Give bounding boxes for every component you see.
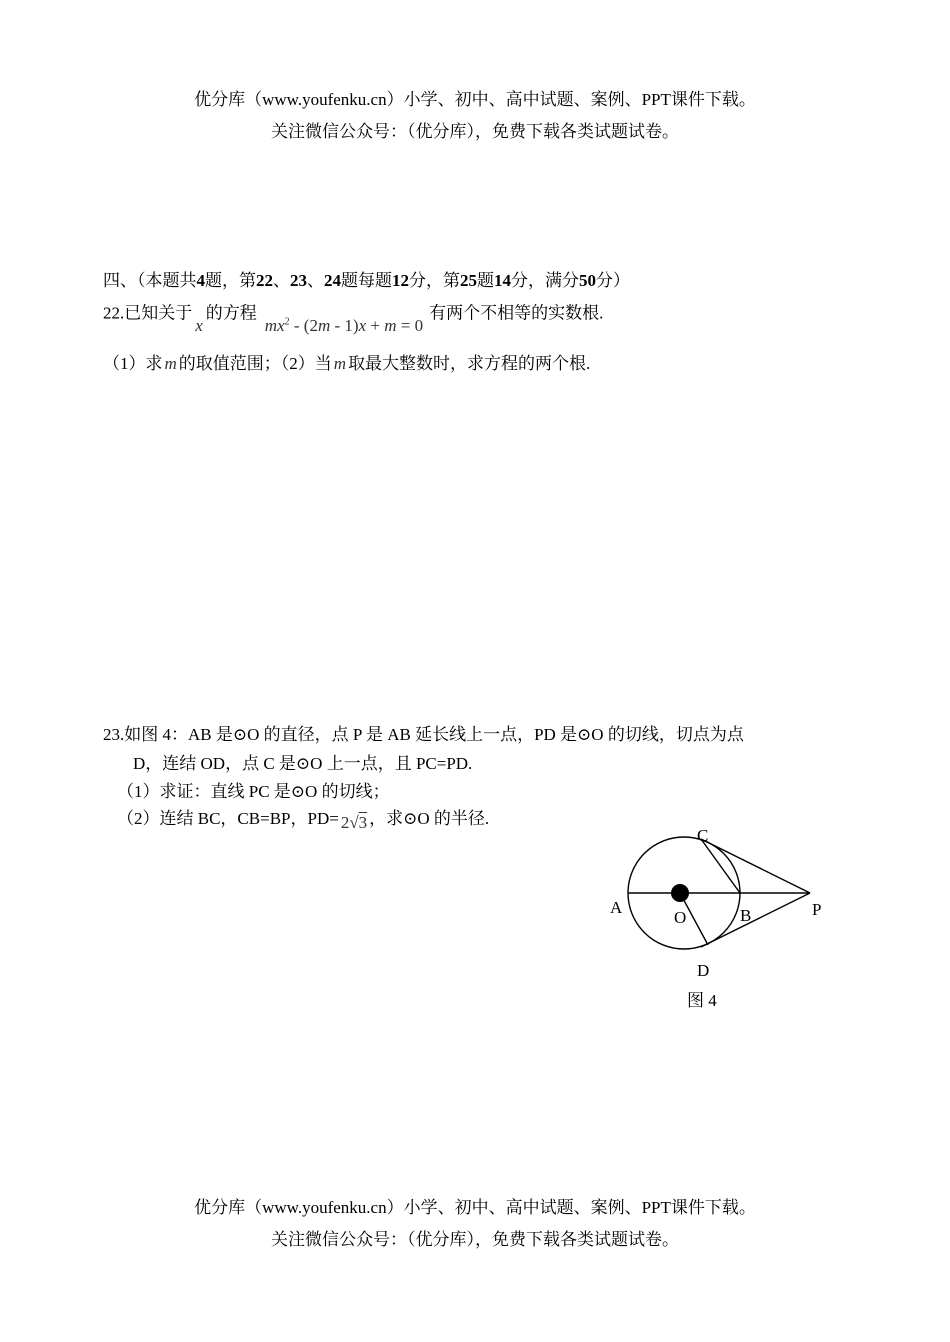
q23-part-2-text: ，求⊙O 的半径. — [369, 809, 490, 828]
section-score: 14 — [494, 271, 511, 290]
section-text: 四、（本题共 — [103, 271, 197, 290]
q23-part-2 — [117, 808, 489, 830]
label-c: C — [697, 826, 709, 845]
q22-text: 有两个不相等的实数根. — [429, 303, 604, 323]
tangent-pd — [701, 893, 810, 947]
eq-term: = 0 — [396, 315, 424, 335]
radical-coefficient: 2 — [340, 813, 350, 832]
label-p: P — [812, 900, 822, 919]
section-count: 4 — [196, 271, 205, 290]
q22-var-m: m — [333, 354, 347, 373]
section-q-num: 24 — [324, 271, 341, 290]
label-o: O — [674, 908, 687, 927]
section-text: 分，第 — [409, 271, 460, 290]
eq-term: m — [384, 315, 397, 335]
eq-term: m — [317, 315, 331, 335]
eq-term: + — [366, 315, 385, 335]
figure-4 — [600, 822, 840, 1022]
section-total: 50 — [579, 271, 596, 290]
center-dot — [671, 884, 689, 902]
label-a: A — [610, 898, 623, 917]
radical-expression: 2√3 — [340, 813, 368, 832]
section-text: 、 — [273, 271, 290, 290]
eq-term: - (2 — [289, 315, 318, 335]
q22-var-m: m — [164, 354, 177, 373]
header-line-2: 关注微信公众号：（优分库），免费下载各类试题试卷。 — [271, 122, 679, 141]
q23-line-1: 23.如图 4：AB 是⊙O 的直径，点 P 是 AB 延长线上一点，PD 是⊙O 的切线，切点为点 — [103, 725, 744, 744]
section-score: 12 — [392, 271, 409, 290]
q23-part-1: （1）求证：直线 PC 是⊙O 的切线； — [117, 782, 390, 801]
section-heading — [103, 270, 630, 292]
eq-term: - 1) — [330, 315, 359, 335]
radicand: 3 — [358, 813, 368, 832]
q23-line-2: D，连结 OD，点 C 是⊙O 上一点，且 PC=PD. — [133, 754, 473, 773]
section-text: 分，满分 — [511, 271, 579, 290]
segment-cb — [701, 839, 740, 893]
header-line-1: 优分库（www.youfenku.cn）小学、初中、高中试题、案例、PPT课件下载。 — [194, 90, 756, 109]
q22-text: 22.已知关于 — [103, 303, 193, 323]
q22-var-x: x — [195, 315, 203, 335]
figure-caption: 图 4 — [687, 991, 717, 1010]
q22-part-text: （1）求 — [103, 354, 163, 373]
footer-line-1: 优分库（www.youfenku.cn）小学、初中、高中试题、案例、PPT课件下载。 — [194, 1198, 756, 1217]
section-text: 题，第 — [205, 271, 256, 290]
section-text: 、 — [307, 271, 324, 290]
q22-equation — [265, 316, 423, 335]
eq-exponent: 2 — [284, 316, 290, 327]
q22-parts — [103, 353, 590, 375]
tangent-pc — [701, 839, 810, 893]
q22-part-text: 的取值范围；（2）当 — [178, 354, 332, 373]
label-b: B — [740, 906, 752, 925]
eq-term: x — [358, 315, 367, 335]
q23-part-2-text: （2）连结 BC，CB=BP，PD= — [117, 809, 339, 828]
q22-stem — [103, 299, 604, 335]
label-d: D — [697, 961, 710, 980]
footer-line-2: 关注微信公众号：（优分库），免费下载各类试题试卷。 — [271, 1230, 679, 1249]
section-q-num: 25 — [460, 271, 477, 290]
section-text: 题每题 — [341, 271, 392, 290]
q22-part-text: 取最大整数时，求方程的两个根. — [348, 354, 591, 373]
section-q-num: 23 — [290, 271, 307, 290]
q22-text: 的方程 — [205, 303, 257, 323]
section-text: 题 — [477, 271, 494, 290]
eq-term: mx — [264, 315, 285, 335]
section-text: 分） — [596, 271, 630, 290]
section-q-num: 22 — [256, 271, 273, 290]
